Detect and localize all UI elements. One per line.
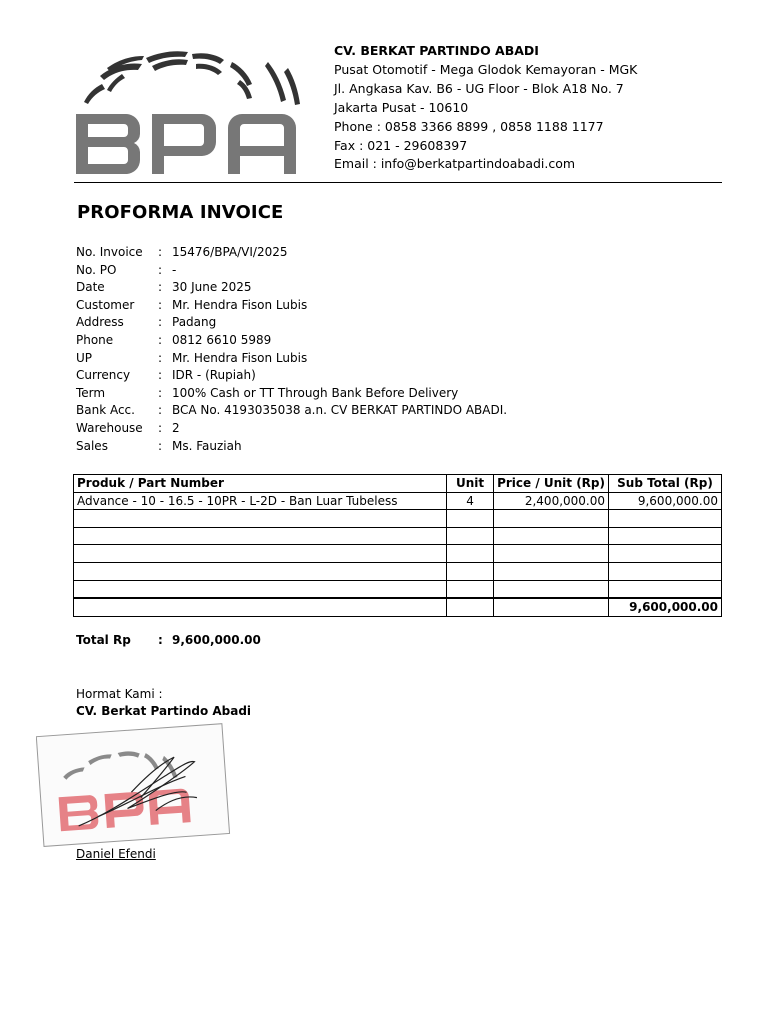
detail-separator: : [158,332,163,347]
detail-separator: : [158,297,163,312]
cell-price-empty [494,598,609,616]
cell-grand-subtotal: 9,600,000.00 [609,598,722,616]
total-value: 9,600,000.00 [172,633,261,647]
cell-unit [447,527,494,545]
cell-price: 2,400,000.00 [494,492,609,510]
table-header-row [74,475,722,493]
detail-separator: : [158,280,163,295]
detail-label: Currency [76,368,131,383]
cell-product [74,510,447,528]
detail-separator: : [158,403,163,418]
detail-value: 100% Cash or TT Through Bank Before Delivery [172,385,459,400]
company-stamp [36,722,232,850]
detail-separator: : [158,368,163,383]
cell-unit-empty [447,598,494,616]
total-label: Total Rp [76,633,131,647]
closing-company: CV. Berkat Partindo Abadi [76,704,252,718]
detail-value: Mr. Hendra Fison Lubis [172,350,308,365]
cell-product: Advance - 10 - 16.5 - 10PR - L-2D - Ban Luar Tubeless [74,492,447,510]
company-info [334,42,637,174]
detail-separator: : [158,438,163,453]
company-fax: Fax : 021 - 29608397 [334,137,468,153]
detail-value: 30 June 2025 [172,280,252,295]
signer-name: Daniel Efendi [76,847,156,861]
header-price: Price / Unit (Rp) [494,475,609,493]
cell-price [494,562,609,580]
total-separator: : [158,633,163,647]
cell-unit [447,510,494,528]
detail-value: 0812 6610 5989 [172,332,272,347]
detail-value: Mr. Hendra Fison Lubis [172,297,308,312]
cell-subtotal [609,527,722,545]
table-row [74,527,722,545]
items-table [73,474,722,617]
logo-tire-tread-icon [84,51,300,105]
detail-value: Ms. Fauziah [172,438,242,453]
detail-label: Phone [76,332,114,347]
detail-label: Address [76,315,124,330]
cell-unit [447,562,494,580]
table-row [74,580,722,598]
cell-product [74,545,447,563]
cell-product [74,562,447,580]
detail-separator: : [158,350,163,365]
detail-label: Term [76,385,106,400]
detail-label: UP [76,350,93,365]
cell-subtotal [609,510,722,528]
company-address-line-2: Jl. Angkasa Kav. B6 - UG Floor - Blok A18 No. 7 [334,80,624,96]
company-email: Email : info@berkatpartindoabadi.com [334,156,576,172]
cell-subtotal [609,562,722,580]
closing-regards: Hormat Kami : [76,687,163,701]
table-row [74,545,722,563]
detail-label: No. Invoice [76,245,143,259]
cell-unit [447,545,494,563]
detail-label: Sales [76,438,108,453]
cell-price [494,545,609,563]
cell-product-empty [74,598,447,616]
table-row [74,492,722,510]
detail-label: Warehouse [76,420,143,435]
header-product: Produk / Part Number [74,475,447,493]
table-row [74,562,722,580]
table-subtotal-row [74,598,722,616]
detail-label: Date [76,280,105,295]
document-title: PROFORMA INVOICE [77,202,284,223]
detail-separator: : [158,385,163,400]
detail-value: - [172,262,177,277]
header-unit: Unit [447,475,494,493]
detail-value: 15476/BPA/VI/2025 [172,245,288,259]
cell-product [74,527,447,545]
cell-subtotal [609,545,722,563]
header-subtotal: Sub Total (Rp) [609,475,722,493]
cell-product [74,580,447,598]
detail-value: IDR - (Rupiah) [172,368,256,383]
detail-separator: : [158,245,163,259]
detail-label: Customer [76,297,135,312]
total-line [76,633,261,647]
header-divider [74,182,722,183]
company-address-line-1: Pusat Otomotif - Mega Glodok Kemayoran - MGK [334,61,638,77]
detail-value: 2 [172,420,180,435]
cell-price [494,580,609,598]
cell-subtotal [609,580,722,598]
detail-separator: : [158,420,163,435]
detail-value: BCA No. 4193035038 a.n. CV BERKAT PARTINDO ABADI. [172,403,508,418]
cell-subtotal: 9,600,000.00 [609,492,722,510]
detail-value: Padang [172,315,217,330]
cell-price [494,510,609,528]
company-name: CV. BERKAT PARTINDO ABADI [334,43,539,58]
detail-separator: : [158,262,163,277]
company-address-line-3: Jakarta Pusat - 10610 [334,99,469,115]
company-phone: Phone : 0858 3366 8899 , 0858 1188 1177 [334,118,604,134]
cell-unit [447,580,494,598]
cell-price [494,527,609,545]
detail-separator: : [158,315,163,330]
logo-letters [76,114,296,174]
table-row [74,510,722,528]
company-logo [72,44,312,176]
detail-label: Bank Acc. [76,403,135,418]
detail-label: No. PO [76,262,117,277]
cell-unit: 4 [447,492,494,510]
